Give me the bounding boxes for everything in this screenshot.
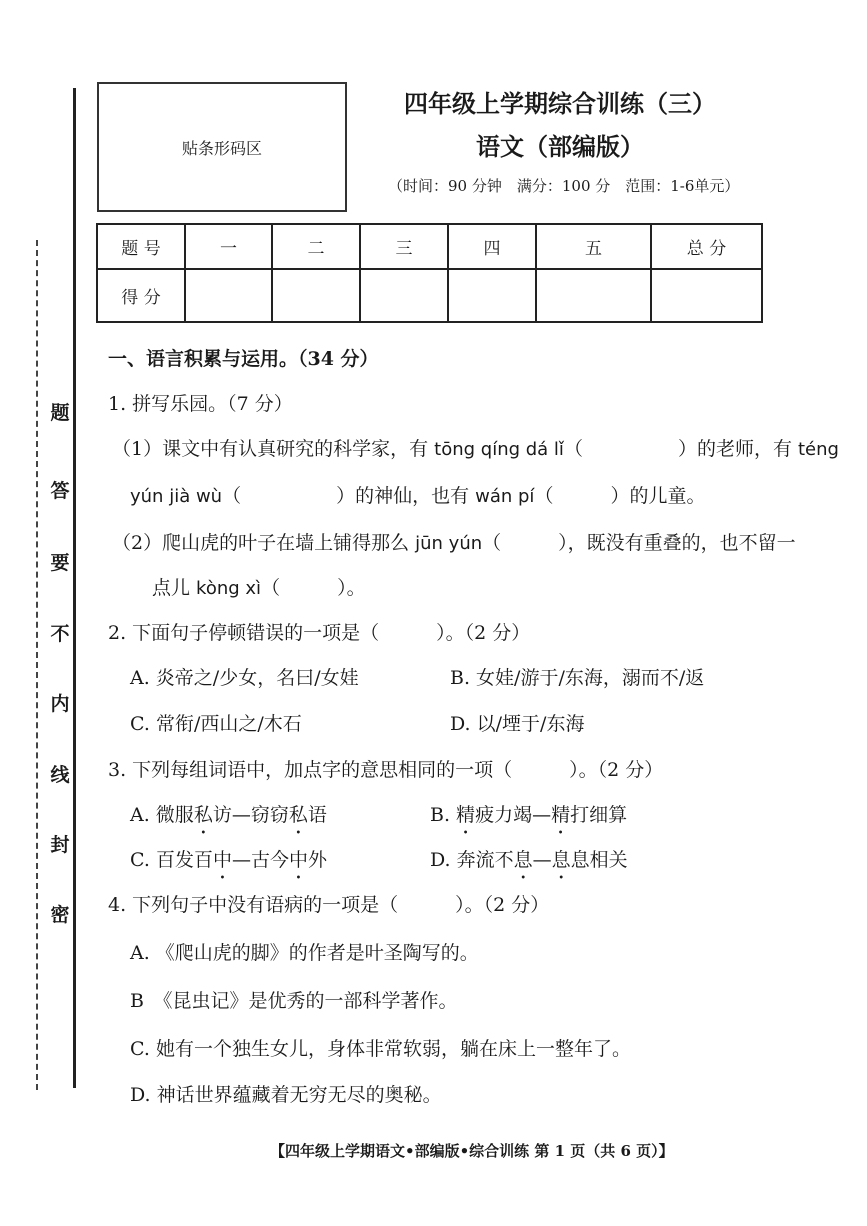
binding-solid-line (73, 88, 76, 1088)
text: —古今 (231, 849, 289, 871)
pinyin: téng (797, 439, 839, 460)
text: （ ）的神仙，也有 (222, 485, 476, 507)
option-d (430, 845, 628, 872)
score-input-cell[interactable] (448, 269, 536, 322)
seal-char: 题 (50, 402, 70, 424)
text: （1）课文中有认真研究的科学家，有 (112, 438, 435, 460)
exam-subject: 语文（部编版） (476, 132, 644, 161)
barcode-area (97, 82, 347, 212)
pinyin: wán pí (475, 486, 535, 507)
seal-char: 密 (50, 904, 70, 926)
score-header-cell: 四 (448, 224, 536, 269)
text: — (532, 849, 552, 871)
score-input-cell[interactable] (360, 269, 448, 322)
binding-dashed-line (36, 240, 38, 1090)
exam-title: 四年级上学期综合训练（三） (404, 89, 716, 118)
dotted-char: 中 (212, 849, 232, 871)
dotted-char: 精 (456, 804, 476, 826)
text: 外 (308, 849, 328, 871)
text: 访—窃窃 (212, 804, 289, 826)
text: 疲力竭— (475, 804, 552, 826)
dotted-char: 中 (288, 849, 308, 871)
text: （ ）的老师，有 (563, 438, 798, 460)
question-1-line (112, 528, 796, 555)
score-table (96, 223, 763, 323)
pinyin: jūn yún (415, 533, 483, 554)
dotted-char: 息 (513, 849, 533, 871)
pinyin: yún jià wù (130, 486, 223, 507)
text: C. 百发百 (130, 849, 213, 871)
option-c: C. 常衔/西山之/木石 (130, 713, 302, 735)
seal-char: 封 (50, 834, 70, 856)
seal-char: 要 (50, 552, 70, 574)
question-1-line (130, 481, 705, 508)
score-header-cell: 题 号 (97, 224, 185, 269)
dotted-char: 私 (288, 804, 308, 826)
option-b: B 《昆虫记》是优秀的一部科学著作。 (130, 990, 458, 1012)
text: A. 微服 (130, 804, 194, 826)
exam-info: （时间：90 分钟 满分：100 分 范围：1-6单元） (388, 177, 740, 195)
text: 点儿 (152, 577, 197, 599)
question-1-stem: 1. 拼写乐园。（7 分） (108, 393, 293, 415)
option-d: D. 神话世界蕴藏着无穷无尽的奥秘。 (130, 1084, 442, 1106)
barcode-label: 贴条形码区 (181, 138, 262, 158)
text: D. 奔流不 (430, 849, 514, 871)
option-d: D. 以/堙于/东海 (450, 713, 585, 735)
score-input-cell[interactable] (536, 269, 651, 322)
text: （ ），既没有重叠的，也不留一 (482, 532, 796, 554)
option-c: C. 她有一个独生女儿，身体非常软弱，躺在床上一整年了。 (130, 1038, 631, 1060)
page-footer: 【四年级上学期语文•部编版•综合训练 第 1 页（共 6 页）】 (270, 1142, 674, 1160)
score-header-cell: 三 (360, 224, 448, 269)
question-3-stem: 3. 下列每组词语中，加点字的意思相同的一项（ ）。（2 分） (108, 759, 664, 781)
question-2-stem: 2. 下面句子停顿错误的一项是（ ）。（2 分） (108, 622, 531, 644)
score-header-cell: 五 (536, 224, 651, 269)
option-a: A. 炎帝之/少女，名曰/女娃 (130, 667, 359, 689)
score-input-cell[interactable] (185, 269, 272, 322)
text: （2）爬山虎的叶子在墙上铺得那么 (112, 532, 416, 554)
score-label-cell: 得 分 (97, 269, 185, 322)
option-b: B. 女娃/游于/东海，溺而不/返 (450, 667, 705, 689)
score-header-row (97, 224, 762, 269)
option-b (430, 800, 627, 827)
section-heading: 一、语言积累与运用。（34 分） (108, 348, 379, 370)
score-header-cell: 一 (185, 224, 272, 269)
score-value-row (97, 269, 762, 322)
option-a (130, 800, 327, 827)
pinyin: kòng xì (196, 578, 262, 599)
score-input-cell[interactable] (272, 269, 360, 322)
option-c (130, 845, 327, 872)
question-1-line (152, 573, 366, 600)
pinyin: tōng qíng dá lǐ (434, 439, 564, 460)
text: 息相关 (570, 849, 628, 871)
text: 语 (307, 804, 327, 826)
option-a: A. 《爬山虎的脚》的作者是叶圣陶写的。 (130, 942, 479, 964)
text: 打细算 (570, 804, 628, 826)
question-4-stem: 4. 下列句子中没有语病的一项是（ ）。（2 分） (108, 894, 550, 916)
dotted-char: 精 (551, 804, 571, 826)
seal-char: 内 (50, 693, 70, 715)
text: B. (430, 804, 457, 826)
score-header-cell: 二 (272, 224, 360, 269)
dotted-char: 息 (551, 849, 571, 871)
dotted-char: 私 (193, 804, 213, 826)
seal-char: 线 (50, 764, 70, 786)
question-1-line (112, 434, 839, 461)
score-header-cell: 总 分 (651, 224, 762, 269)
seal-char: 答 (50, 480, 70, 502)
score-input-cell[interactable] (651, 269, 762, 322)
text: （ ）。 (261, 577, 366, 599)
seal-char: 不 (50, 623, 70, 645)
text: （ ）的儿童。 (534, 485, 706, 507)
